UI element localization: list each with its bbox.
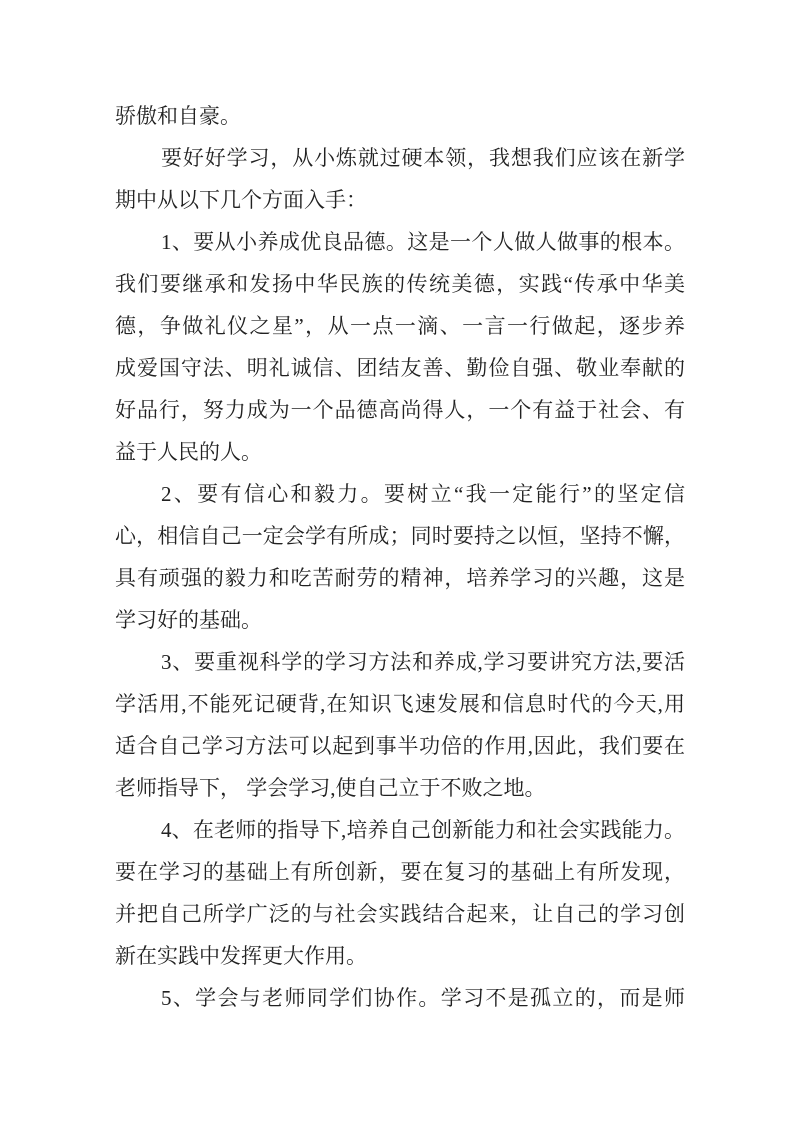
document-text: [115, 95, 685, 1019]
paragraph: [115, 221, 685, 473]
text-line: 3、要重视科学的学习方法和养成,学习要讲究方法,要活: [161, 650, 685, 674]
text-line: 学活用,不能死记硬背,在知识飞速发展和信息时代的今天,用: [115, 692, 685, 716]
text-line: 骄傲和自豪。: [115, 104, 241, 128]
text-line: 成爱国守法、明礼诚信、团结友善、勤俭自强、敬业奉献的: [115, 356, 685, 380]
text-line: 要好好学习，从小炼就过硬本领，我想我们应该在新学: [161, 146, 685, 170]
text-line: 心，相信自己一定会学有所成；同时要持之以恒，坚持不懈，: [115, 524, 685, 548]
text-line: 5、学会与老师同学们协作。学习不是孤立的，而是师: [161, 986, 685, 1010]
paragraph: [115, 473, 685, 641]
text-line: 适合自己学习方法可以起到事半功倍的作用,因此，我们要在: [115, 734, 685, 758]
text-line: 好品行，努力成为一个品德高尚得人，一个有益于社会、有: [115, 398, 685, 422]
paragraph: [115, 809, 685, 977]
text-line: 4、在老师的指导下,培养自己创新能力和社会实践能力。: [161, 818, 685, 842]
text-line: 新在实践中发挥更大作用。: [115, 944, 367, 968]
paragraph: [115, 641, 685, 809]
paragraph: [115, 137, 685, 221]
text-line: 学习好的基础。: [115, 608, 262, 632]
text-line: 期中从以下几个方面入手：: [115, 188, 367, 212]
paragraph: [115, 977, 685, 1019]
text-line: 1、要从小养成优良品德。这是一个人做人做事的根本。: [161, 230, 685, 254]
text-line: 益于人民的人。: [115, 440, 262, 464]
text-line: 具有顽强的毅力和吃苦耐劳的精神，培养学习的兴趣，这是: [115, 566, 685, 590]
text-line: 德，争做礼仪之星”，从一点一滴、一言一行做起，逐步养: [115, 314, 685, 338]
text-line: 老师指导下， 学会学习,使自己立于不败之地。: [115, 776, 546, 800]
text-line: 并把自己所学广泛的与社会实践结合起来，让自己的学习创: [115, 902, 685, 926]
paragraph: [115, 95, 685, 137]
text-line: 要在学习的基础上有所创新，要在复习的基础上有所发现，: [115, 860, 685, 884]
text-line: 我们要继承和发扬中华民族的传统美德，实践“传承中华美: [115, 272, 685, 296]
text-line: 2、要有信心和毅力。要树立“我一定能行”的坚定信: [161, 482, 685, 506]
